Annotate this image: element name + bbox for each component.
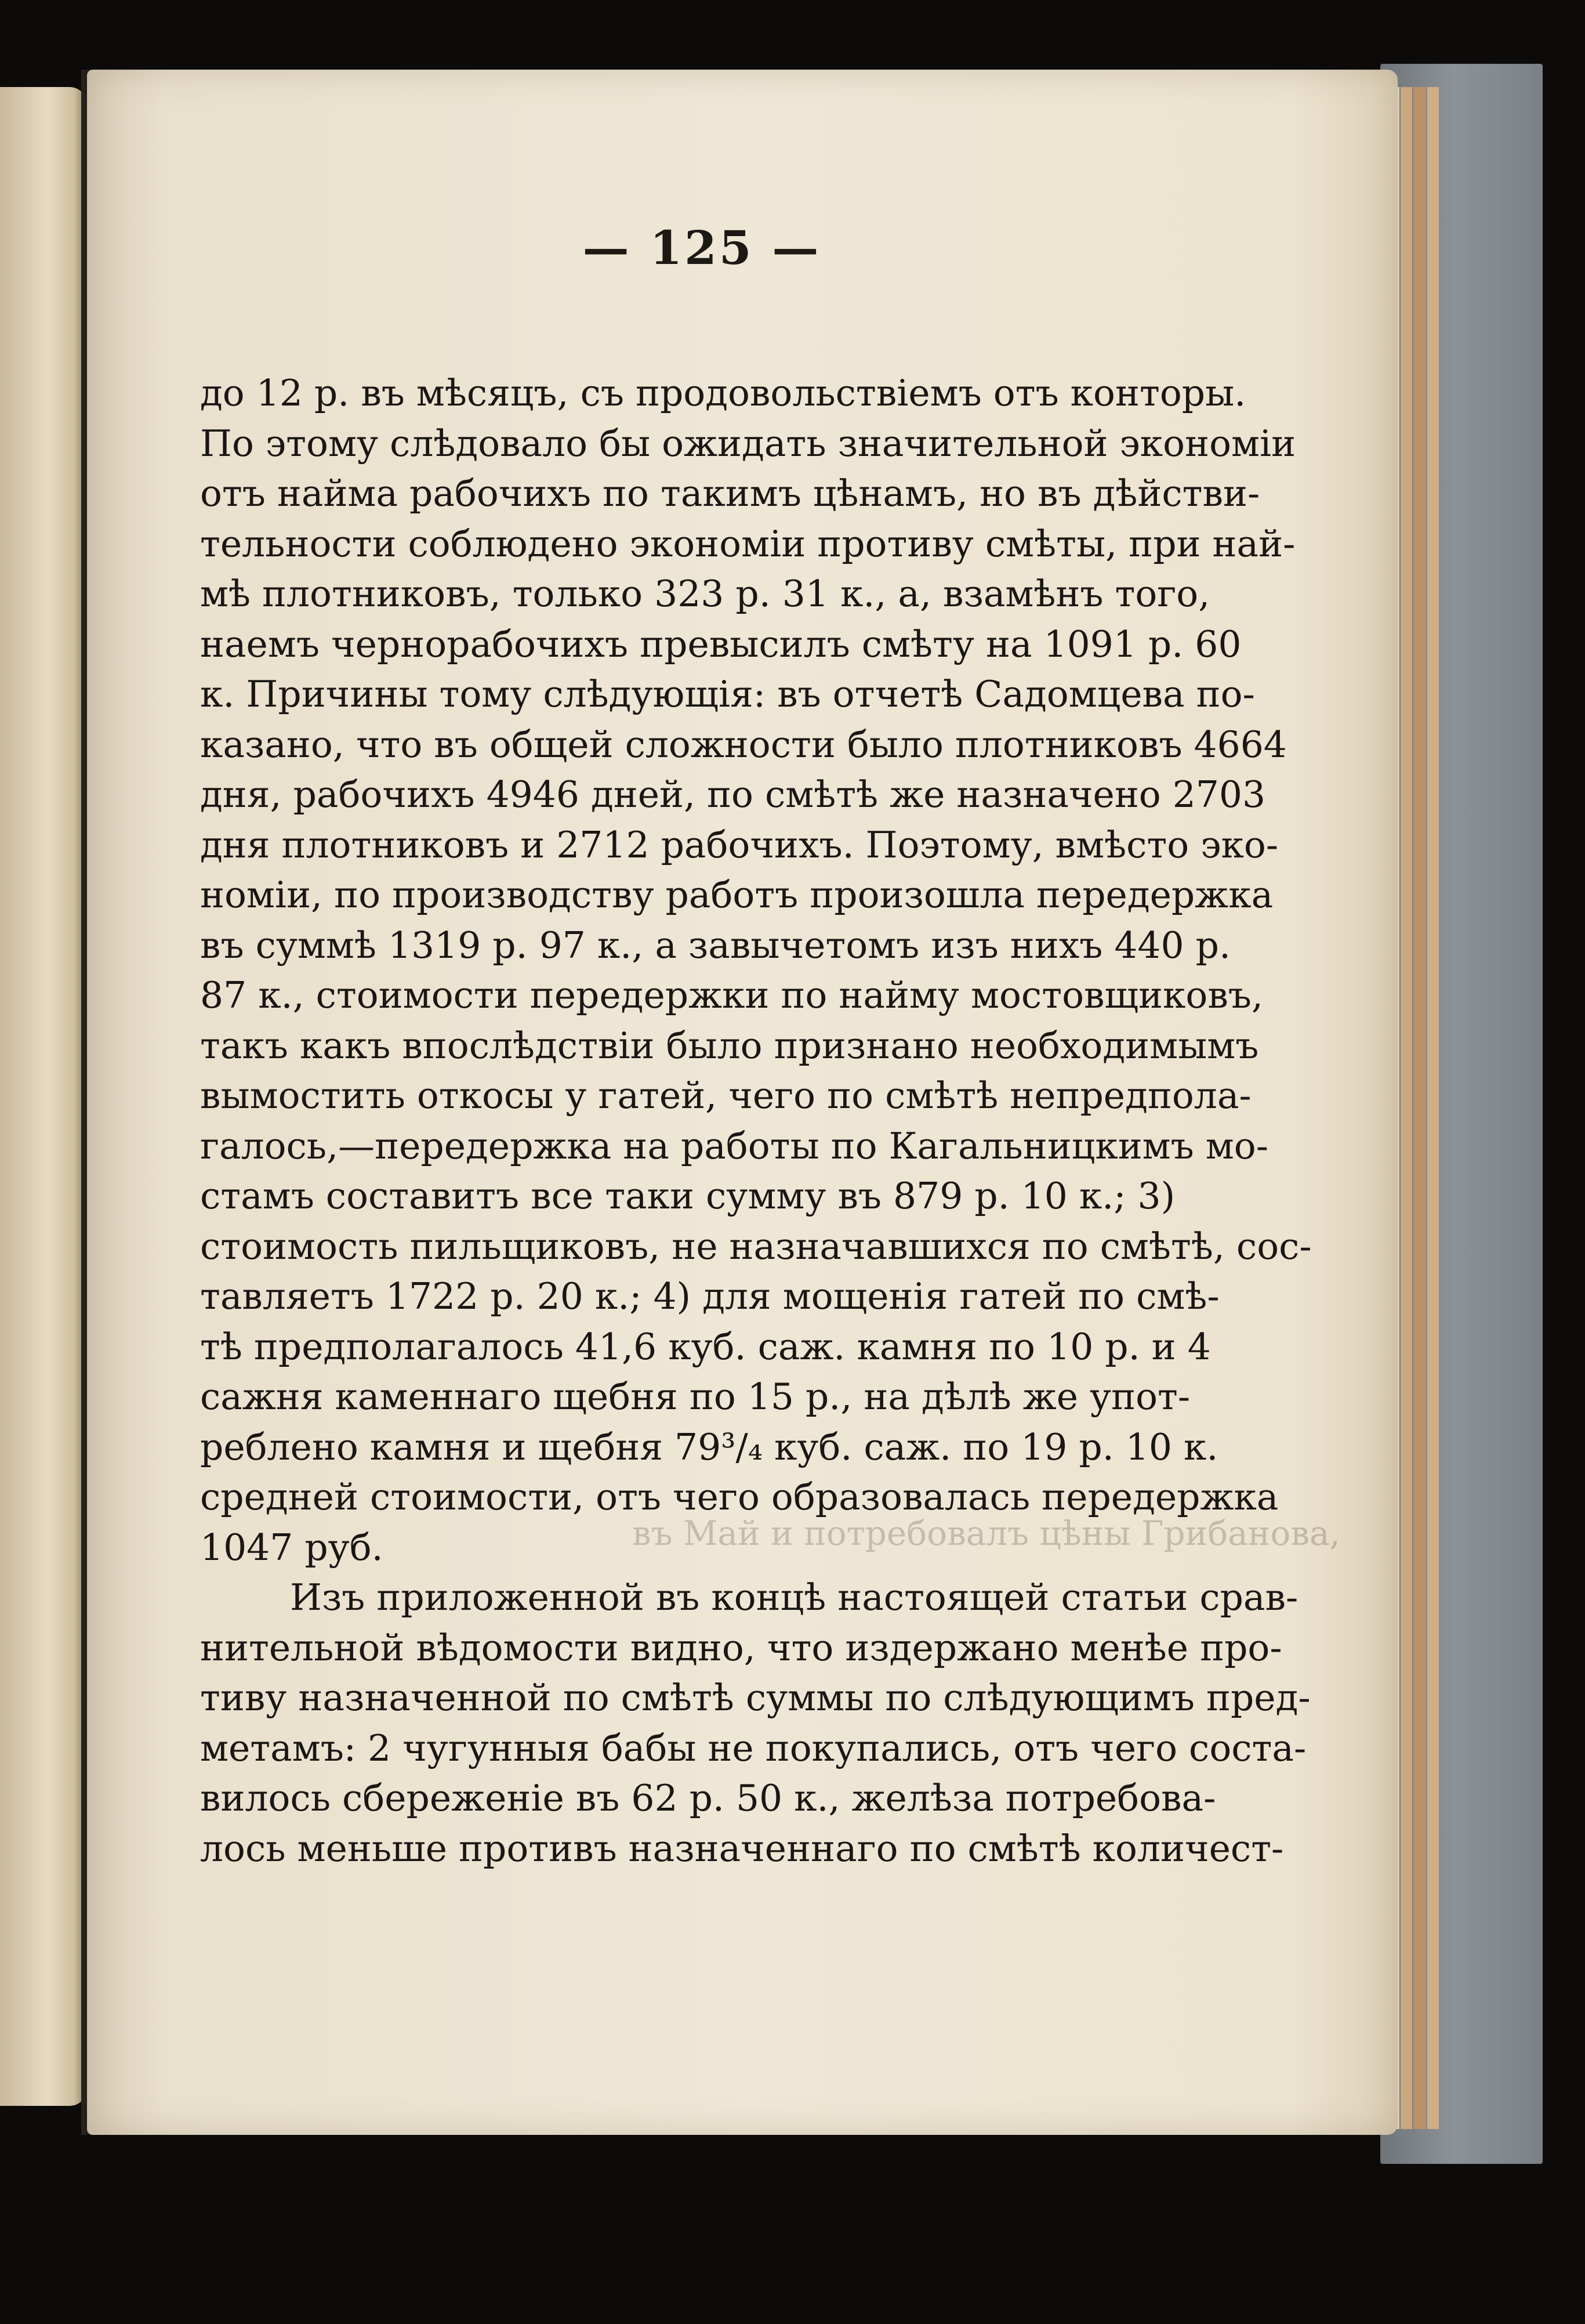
text-line: въ суммѣ 1319 р. 97 к., а завычетомъ изъ нихъ 440 р.	[200, 924, 1231, 966]
text-line: вилось сбереженіе въ 62 р. 50 к., желѣза потребова-	[200, 1777, 1216, 1819]
paragraph-1	[200, 368, 1340, 1573]
page-edge-strip	[1401, 87, 1412, 2129]
text-line: По этому слѣдовало бы ожидать значительной экономіи	[200, 422, 1296, 465]
text-line: стоимость пильщиковъ, не назначавшихся по смѣтѣ, сос-	[200, 1225, 1312, 1268]
text-line: к. Причины тому слѣдующія: въ отчетѣ Садомцева по-	[200, 673, 1255, 715]
text-line: лось меньше противъ назначеннаго по смѣтѣ количест-	[200, 1827, 1284, 1870]
facing-page-edge	[0, 87, 87, 2106]
text-line: 1047 руб.	[200, 1526, 383, 1569]
text-line: дня, рабочихъ 4946 дней, по смѣтѣ же назначено 2703	[200, 773, 1266, 816]
text-line: метамъ: 2 чугунныя бабы не покупались, отъ чего соста-	[200, 1726, 1307, 1769]
text-line: вымостить откосы у гатей, чего по смѣтѣ непредпола-	[200, 1074, 1252, 1117]
text-line: Изъ приложенной въ концѣ настоящей статьи срав-	[290, 1576, 1299, 1619]
text-line: тавляетъ 1722 р. 20 к.; 4) для мощенія гатей по смѣ-	[200, 1275, 1220, 1317]
text-line: средней стоимости, отъ чего образовалась передержка	[200, 1476, 1279, 1518]
text-line: сажня каменнаго щебня по 15 р., на дѣлѣ же упот-	[200, 1375, 1191, 1418]
text-line: наемъ чернорабочихъ превысилъ смѣту на 1091 р. 60	[200, 622, 1242, 665]
text-line: тельности соблюдено экономіи противу смѣты, при най-	[200, 522, 1296, 565]
text-line: тѣ предполагалось 41,6 куб. саж. камня по 10 р. и 4	[200, 1325, 1211, 1368]
text-line: тиву назначенной по смѣтѣ суммы по слѣдующимъ пред-	[200, 1677, 1311, 1719]
text-line: отъ найма рабочихъ по такимъ цѣнамъ, но въ дѣйстви-	[200, 472, 1260, 515]
text-line: реблено камня и щебня 79³/₄ куб. саж. по 19 р. 10 к.	[200, 1425, 1218, 1468]
text-line: номіи, по производству работъ произошла передержка	[200, 874, 1274, 916]
text-line: стамъ составитъ все таки сумму въ 879 р. 10 к.; 3)	[200, 1175, 1176, 1217]
text-line: нительной вѣдомости видно, что издержано менѣе про-	[200, 1626, 1282, 1669]
text-line: до 12 р. въ мѣсяцъ, съ продовольствіемъ отъ конторы.	[200, 372, 1246, 414]
bleed-through-text: въ Май и потребовалъ цѣны Грибанова,	[632, 1514, 1340, 1553]
page-edge-strip	[1413, 87, 1426, 2129]
text-line: галось,—передержка на работы по Кагальницкимъ мо-	[200, 1124, 1269, 1167]
text-line: дня плотниковъ и 2712 рабочихъ. Поэтому, вмѣсто эко-	[200, 823, 1279, 866]
text-line: 87 к., стоимости передержки по найму мостовщиковъ,	[200, 974, 1263, 1016]
text-line: мѣ плотниковъ, только 323 р. 31 к., а, взамѣнъ того,	[200, 573, 1210, 615]
text-line: казано, что въ общей сложности было плотниковъ 4664	[200, 723, 1287, 766]
page-number: — 125 —	[582, 220, 821, 275]
body-text	[200, 368, 1340, 1874]
page-edge-strip	[1427, 87, 1439, 2129]
paragraph-2	[200, 1573, 1311, 1874]
text-line: такъ какъ впослѣдствіи было признано необходимымъ	[200, 1024, 1259, 1067]
